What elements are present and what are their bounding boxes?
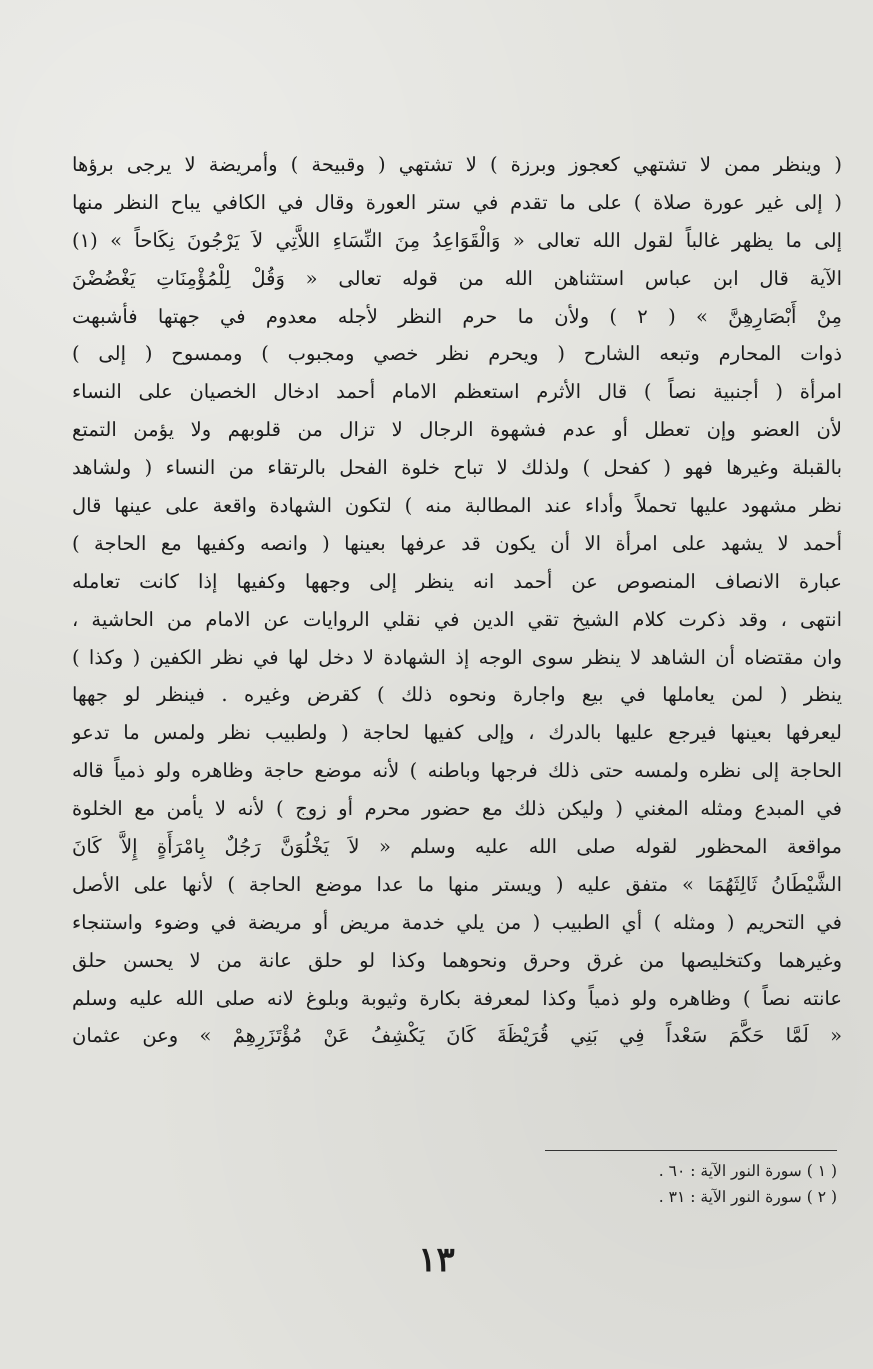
text-line: بالقبلة وغيرها فهو ( كفحل ) ولذلك لا تباح خلوة الفحل بالرتقاء من النساء ( ولشاهد (72, 456, 842, 480)
text-line: في التحريم ( ومثله ) أي الطبيب ( من يلي خدمة مريض أو مريضة في وضوء واستنجاء (72, 910, 842, 934)
text-line: انتهى ، وقد ذكرت كلام الشيخ تقي الدين في نقلي الروايات عن الامام من الحاشية ، (72, 607, 842, 631)
text-line: مِنْ أَبْصَارِهِنَّ » ( ٢ ) ولأن ما حرم النظر لأجله معدوم في جهتها فأشبهت (72, 304, 842, 328)
text-line: نظر مشهود عليها تحملاً وأداء عند المطالبة منه ) لتكون الشهادة واقعة على عينها قال (72, 494, 842, 518)
footnotes (417, 1158, 837, 1210)
text-line: الشَّيْطَانُ ثَالِثَهُمَا » متفق عليه ( ويستر منها ما عدا موضع الحاجة ) لأنها على الأصل (72, 872, 842, 896)
text-line: الحاجة إلى نظره ولمسه حتى ذلك فرجها وباطنه ) لأنه موضع حاجة وظاهره ولو ذمياً قاله (72, 759, 842, 783)
text-line: في المبدع ومثله المغني ( وليكن ذلك مع حضور محرم أو زوج ) لأنه لا يأمن مع الخلوة (72, 797, 842, 821)
text-line: إلى ما يظهر غالباً لقول الله تعالى « وَالْقَوَاعِدُ مِنَ النِّسَاءِ اللاَّتِي لاَ يَرْجُونَ نِكَاحاً » (١) (72, 228, 842, 252)
text-line: لأن العضو وإن تعطل أو عدم فشهوة الرجال لا تزال من قلوبهم ولا يؤمن التمتع (72, 418, 842, 442)
footnote-2: ( ٢ ) سورة النور الآية : ٣١ . (658, 1188, 837, 1206)
text-line: ينظر ( لمن يعاملها في بيع واجارة ونحوه ذلك ) كقرض وغيره . فينظر لو جهها (72, 683, 842, 707)
text-line: وان مقتضاه أن الشاهد لا ينظر سوى الوجه إذ الشهادة لا دخل لها في نظر الكفين ( وكذا ) (72, 645, 842, 669)
text-line: مواقعة المحظور لقوله صلى الله عليه وسلم « لاَ يَخْلُوَنَّ رَجُلٌ بِامْرَأَةٍ إِلاَّ كَانَ (72, 835, 842, 859)
text-line: أحمد لا يشهد على امرأة الا أن يكون قد عرفها بعينها ( وانصه وكفيها مع الحاجة ) (72, 531, 842, 555)
text-line: ( وينظر ممن لا تشتهي كعجوز وبرزة ) لا تشتهي ( وقبيحة ) وأمريضة لا يرجى برؤها (72, 153, 842, 176)
main-text-block (72, 146, 842, 1055)
text-line: « لَمَّا حَكَّمَ سَعْداً فِي بَنِي قُرَيْظَةَ كَانَ يَكْشِفُ عَنْ مُؤْتَزَرِهِمْ » وعن عثمان (72, 1024, 842, 1048)
text-line: الآية قال ابن عباس استثناهن الله من قوله تعالى « وَقُلْ لِلْمُؤْمِنَاتِ يَغْضُضْنَ (72, 266, 842, 290)
text-line: عبارة الانصاف المنصوص عن أحمد انه ينظر إلى وجهها وكفيها إذا كانت تعامله (72, 569, 842, 593)
page-number: ١٣ (418, 1240, 455, 1280)
text-line: ( إلى غير عورة صلاة ) على ما تقدم في ستر العورة وقال في الكافي يباح النظر منها (72, 190, 842, 214)
text-line: ليعرفها بعينها فيرجع عليها بالدرك ، وإلى كفيها لحاجة ( ولطبيب نظر ولمس ما تدعو (72, 721, 842, 745)
text-line: ذوات المحارم وتبعه الشارح ( ويحرم نظر خصي ومجبوب ) وممسوح ( إلى ) (72, 342, 842, 366)
text-line: عانته نصاً ) وظاهره ولو ذمياً وكذا لمعرفة بكارة وثيوبة وبلوغ لانه صلى الله عليه وسلم (72, 986, 842, 1010)
text-line: وغيرهما وكتخليصها من غرق وحرق ونحوهما وكذا لو حلق عانة من لا يحسن حلق (72, 948, 842, 972)
text-line: امرأة ( أجنبية نصاً ) قال الأثرم استعظم الامام أحمد ادخال الخصيان على النساء (72, 380, 842, 404)
footnote-1: ( ١ ) سورة النور الآية : ٦٠ . (658, 1162, 837, 1180)
footnote-divider (545, 1150, 837, 1151)
